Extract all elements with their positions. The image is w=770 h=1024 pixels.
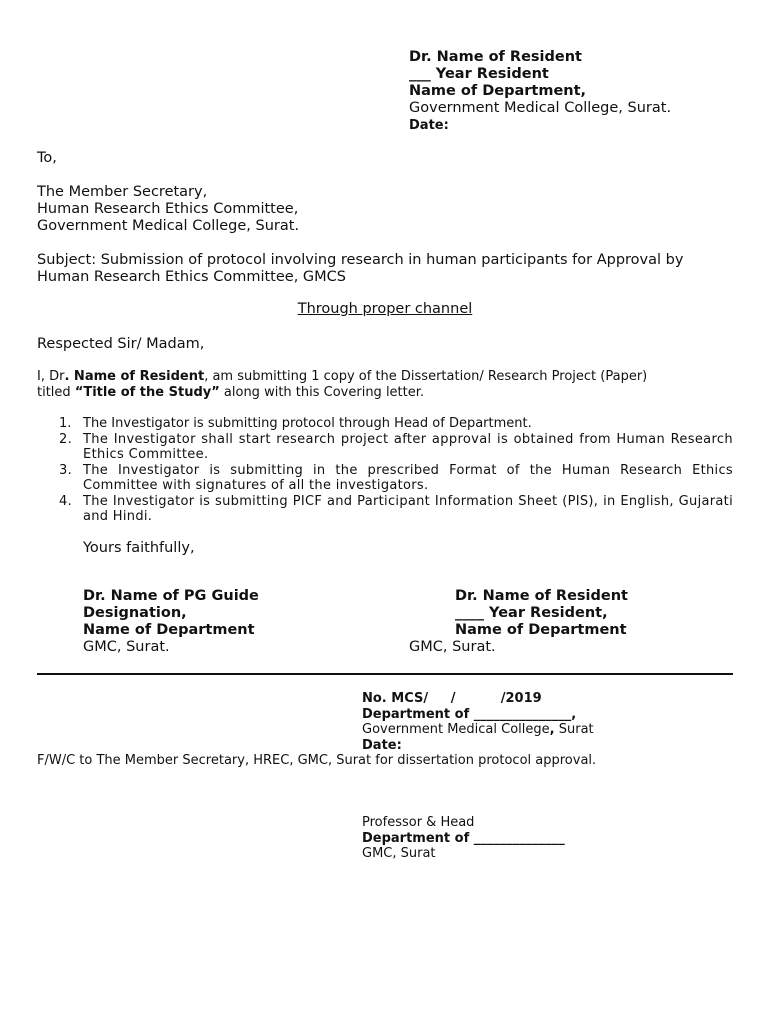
hod-title: Professor & Head [362, 815, 475, 830]
point-text: The Investigator shall start research project after approval is obtained from Human Research Ethics Committee. [83, 431, 733, 462]
forward-department: Department of _______________, [362, 706, 577, 722]
point-item-3 [59, 462, 733, 494]
subject-block [37, 252, 683, 286]
forward-college-city: Surat [554, 722, 594, 737]
point-item-2 [59, 431, 733, 463]
closing: Yours faithfully, [83, 540, 195, 556]
forward-college-comma: , [549, 722, 555, 737]
intro-part-2: , am submitting 1 copy of the Dissertation/ Research Project (Paper) [204, 369, 648, 384]
resident-name: Dr. Name of Resident [455, 588, 628, 604]
sender-year: ___ Year Resident [409, 66, 549, 82]
forward-college: Government Medical College [362, 722, 550, 737]
sender-date-label: Date: [409, 118, 449, 133]
intro-paragraph [37, 369, 737, 400]
guide-designation: Designation, [83, 605, 187, 621]
point-number: 1. [59, 416, 72, 431]
point-text: The Investigator is submitting in the prescribed Format of the Human Research Ethics Committee with signatures of all the investigators. [83, 462, 733, 493]
points-list [59, 416, 733, 525]
forward-block [362, 691, 594, 753]
intro-part-3: titled [37, 384, 75, 400]
guide-department: Name of Department [83, 622, 255, 638]
point-number: 4. [59, 493, 73, 509]
forward-number: No. MCS/ / /2019 [362, 691, 542, 706]
subject-line-2: Human Research Ethics Committee, GMCS [37, 269, 347, 285]
point-item-4 [59, 493, 733, 525]
sender-block [409, 49, 671, 134]
hod-department: Department of ______________ [362, 830, 565, 846]
forward-date-label: Date: [362, 737, 402, 753]
resident-signature [455, 588, 628, 639]
intro-resident-name: . Name of Resident [64, 369, 205, 384]
recipient-line-1: The Member Secretary, [37, 184, 208, 200]
point-number: 3. [59, 462, 73, 478]
divider-line [37, 673, 733, 675]
subject-line-1: Subject: Submission of protocol involving research in human participants for Approval by [37, 252, 684, 268]
point-number: 2. [59, 431, 73, 447]
channel-heading [37, 301, 733, 318]
sender-name: Dr. Name of Resident [409, 49, 582, 65]
guide-name: Dr. Name of PG Guide [83, 588, 259, 604]
resident-place: GMC, Surat. [409, 639, 496, 655]
point-text: The Investigator is submitting protocol through Head of Department. [83, 416, 532, 431]
point-item-1 [59, 416, 733, 432]
sender-college: Government Medical College, Surat. [409, 100, 672, 116]
recipient-line-3: Government Medical College, Surat. [37, 218, 300, 234]
intro-study-title: “Title of the Study” [74, 384, 220, 400]
recipient-line-2: Human Research Ethics Committee, [37, 201, 299, 217]
forward-fwc-text: F/W/C to The Member Secretary, HREC, GMC, Surat for dissertation protocol approval. [37, 753, 597, 768]
guide-signature [83, 588, 259, 656]
sender-department: Name of Department, [409, 83, 587, 99]
channel-text: Through proper channel [297, 301, 473, 317]
hod-block [362, 815, 565, 862]
to-label: To, [37, 150, 57, 166]
hod-place: GMC, Surat [362, 846, 436, 861]
recipient-block [37, 184, 299, 235]
intro-part-1: I, Dr [37, 369, 65, 384]
salutation: Respected Sir/ Madam, [37, 336, 205, 352]
intro-part-4: along with this Covering letter. [219, 384, 425, 400]
point-text: The Investigator is submitting PICF and Participant Information Sheet (PIS), in English, Gujarati and Hindi. [83, 493, 733, 524]
resident-year: ____ Year Resident, [455, 605, 608, 621]
resident-department: Name of Department [455, 622, 627, 638]
guide-place: GMC, Surat. [83, 639, 170, 655]
